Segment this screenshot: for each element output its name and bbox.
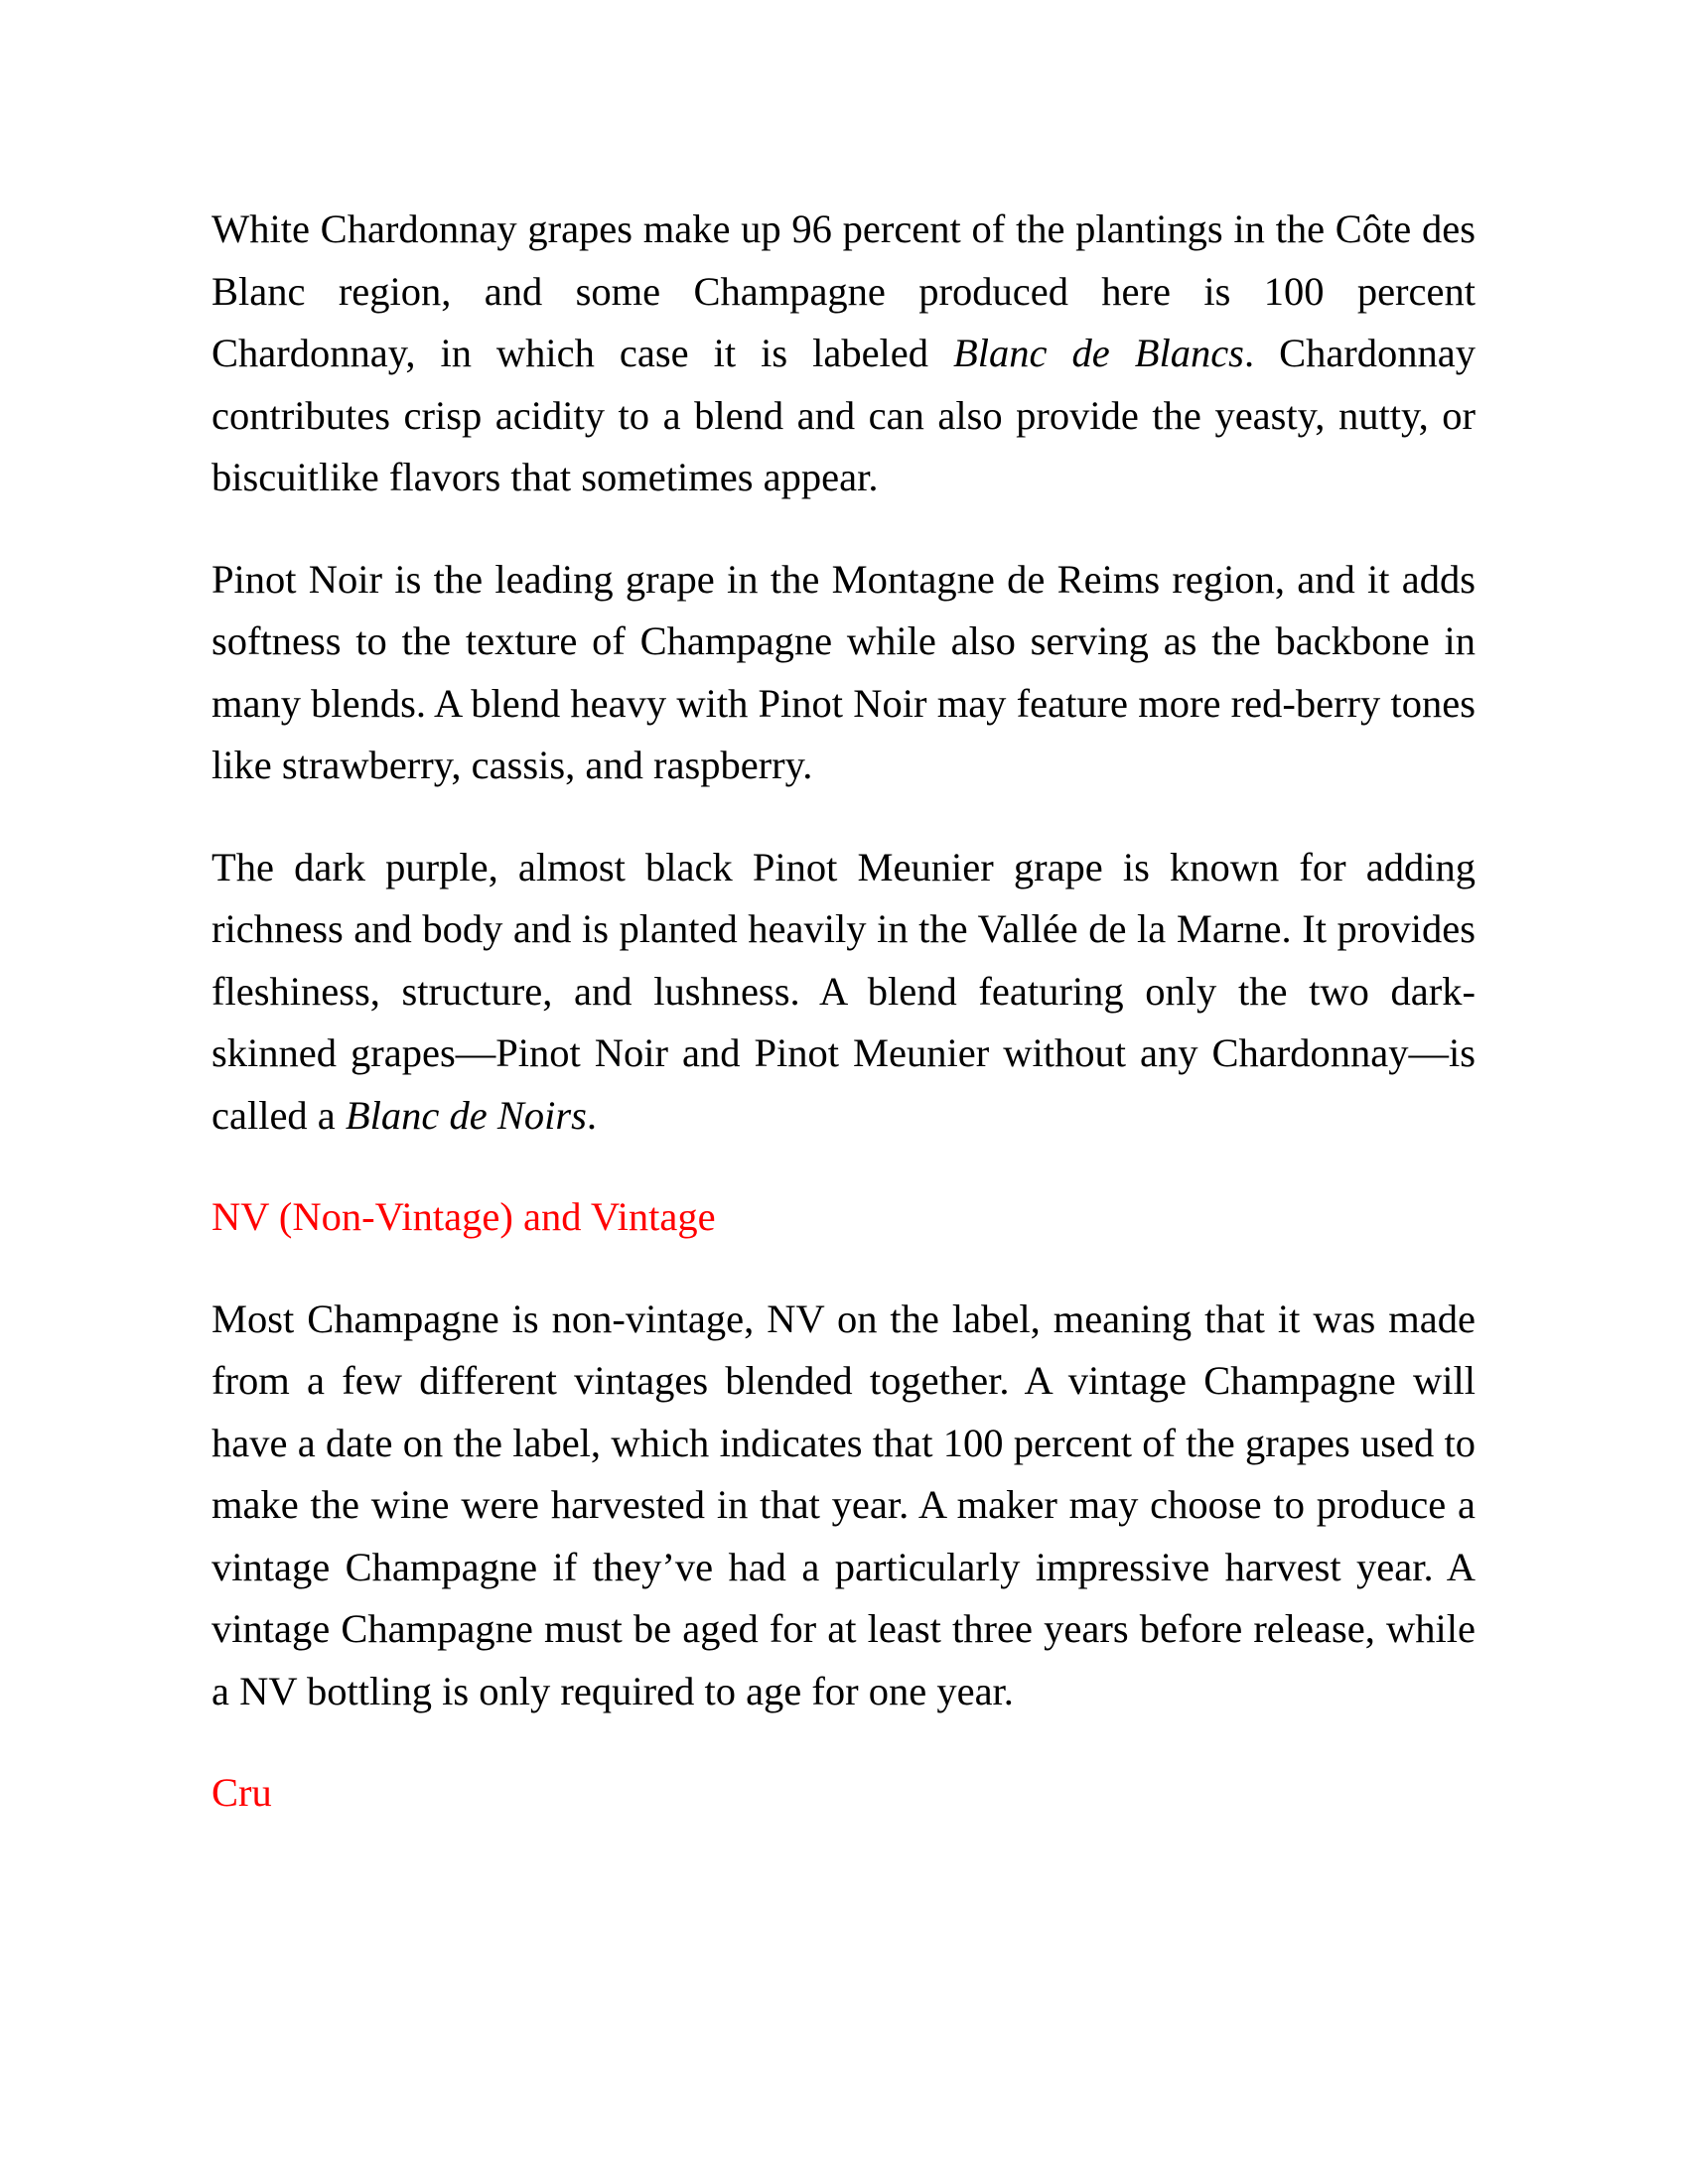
pinot-meunier-text-1: The dark purple, almost black Pinot Meunier grape is known for adding richness and body and is planted heavily in the Vallée de la Marne. It provides fleshiness, structure, and lushness. A blend featuring only the two dark-skinned grapes—Pinot Noir and Pinot Meunier without any Chardonnay—is called a (211, 844, 1476, 1138)
paragraph-chardonnay (211, 199, 1476, 509)
pinot-meunier-text-2: . (586, 1092, 598, 1138)
paragraph-pinot-noir: Pinot Noir is the leading grape in the Montagne de Reims region, and it adds softness to the texture of Champagne while also serving as the backbone in many blends. A blend heavy with Pinot Noir may feature more red-berry tones like strawberry, cassis, and raspberry. (211, 556, 1476, 787)
heading-cru: Cru (211, 1770, 272, 1815)
paragraph-pinot-meunier (211, 837, 1476, 1148)
heading-nv-vintage: NV (Non-Vintage) and Vintage (211, 1194, 716, 1239)
chardonnay-text-2: . Chardonnay contributes crisp acidity to a blend and can also provide the yeasty, nutty, or biscuitlike flavors that sometimes appear. (211, 331, 1477, 499)
pinot-meunier-italic-term: Blanc de Noirs (345, 1092, 587, 1138)
chardonnay-italic-term: Blanc de Blancs (953, 331, 1244, 375)
paragraph-vintage: Most Champagne is non-vintage, NV on the label, meaning that it was made from a few different vintages blended together. A vintage Champagne will have a date on the label, which indicates that 100 percent of the grapes used to make the wine were harvested in that year. A maker may choose to produce a vintage Champagne if they’ve had a particularly impressive harvest year. A vintage Champagne must be aged for at least three years before release, while a NV bottling is only required to age for one year. (211, 1296, 1476, 1713)
document-page (211, 199, 1476, 1864)
chardonnay-text-1: White Chardonnay grapes make up 96 percent of the plantings in the Côte des Blanc region, and some Champagne produced here is 100 percent Chardonnay, in which case it is labeled (211, 206, 1476, 375)
